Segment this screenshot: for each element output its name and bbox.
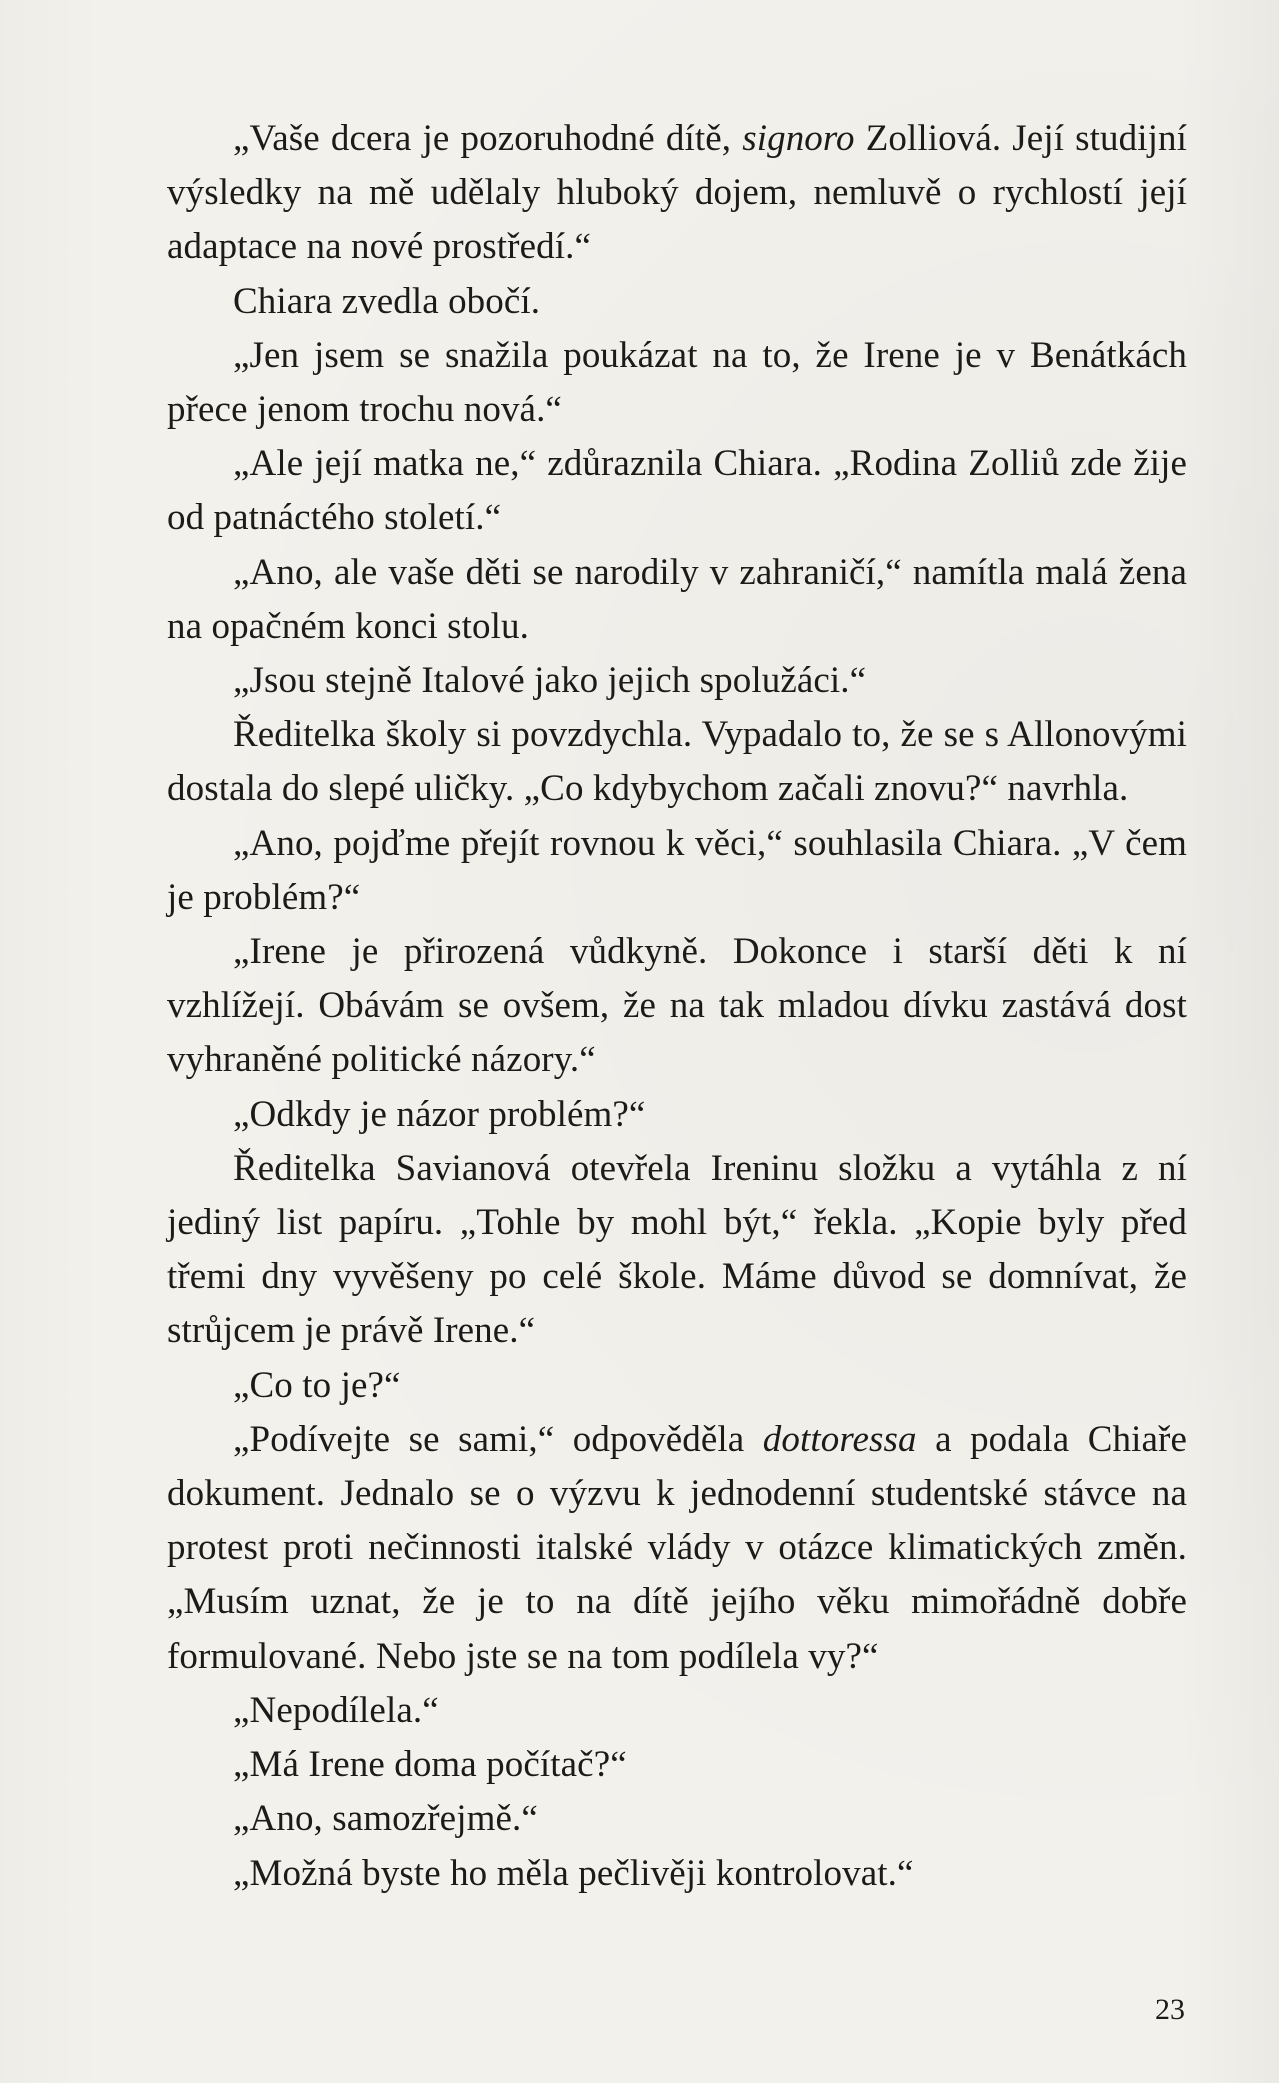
paragraph bbox=[167, 1792, 1187, 1846]
italic-text: signoro bbox=[742, 118, 855, 159]
paragraph bbox=[167, 546, 1187, 654]
text-run: Chiara zvedla obočí. bbox=[233, 280, 541, 322]
paragraph bbox=[167, 437, 1187, 545]
paragraph bbox=[167, 1359, 1187, 1413]
text-run: „Možná byste ho měla pečlivěji kontrolovat.“ bbox=[233, 1852, 914, 1894]
text-run: „Jsou stejně Italové jako jejich spolužáci.“ bbox=[233, 660, 867, 702]
text-run: „Jen jsem se snažila poukázat na to, že Irene je v Benátkách přece jenom trochu nová.“ bbox=[167, 334, 1187, 431]
paragraph bbox=[167, 1413, 1187, 1684]
paragraph bbox=[167, 112, 1187, 275]
paragraph bbox=[167, 708, 1187, 816]
italic-text: dottoressa bbox=[762, 1418, 917, 1460]
paragraph bbox=[167, 817, 1187, 925]
paragraph bbox=[167, 329, 1187, 437]
text-run: „Má Irene doma počítač?“ bbox=[233, 1744, 627, 1786]
page-number: 23 bbox=[1155, 1993, 1185, 2026]
text-run: „Ano, ale vaše děti se narodily v zahraničí,“ namítla malá žena na opačném konci stolu. bbox=[167, 551, 1187, 647]
text-run: „Nepodílela.“ bbox=[233, 1689, 439, 1731]
paragraph bbox=[167, 1684, 1187, 1738]
paragraph bbox=[167, 1142, 1187, 1359]
text-run: „Podívejte se sami,“ odpověděla bbox=[233, 1418, 763, 1460]
text-run: „Irene je přirozená vůdkyně. Dokonce i starší děti k ní vzhlížejí. Obávám se ovšem, že na tak mladou dívku zastává dost vyhraněné politické názory.“ bbox=[167, 931, 1187, 1081]
paragraph bbox=[167, 275, 1187, 329]
text-run: „Ano, samozřejmě.“ bbox=[233, 1798, 538, 1840]
text-run: Ředitelka školy si povzdychla. Vypadalo to, že se s Allonovými dostala do slepé uličky. „Co kdybychom začali znovu?“ navrhla. bbox=[167, 714, 1187, 810]
text-run: „Vaše dcera je pozoruhodné dítě, bbox=[233, 118, 743, 159]
text-run: „Ale její matka ne,“ zdůraznila Chiara. „Rodina Zolliů zde žije od patnáctého století.“ bbox=[167, 443, 1187, 539]
text-run: „Odkdy je názor problém?“ bbox=[233, 1093, 646, 1135]
paragraph bbox=[167, 925, 1187, 1088]
text-run: a podala Chiaře dokument. Jednalo se o výzvu k jednodenní studentské stávce na protest proti nečinnosti italské vlády v otázce klimatických změn. „Musím uznat, že je to na dítě jejího věku mimořádně dobře formulované. Nebo jste se na tom podílela vy?“ bbox=[167, 1418, 1187, 1677]
text-run: Ředitelka Savianová otevřela Ireninu složku a vytáhla z ní jediný list papíru. „Tohle by mohl být,“ řekla. „Kopie byly před třemi dny vyvěšeny po celé škole. Máme důvod se domnívat, že strůjcem je právě Irene.“ bbox=[167, 1147, 1187, 1352]
paragraph bbox=[167, 1738, 1187, 1792]
text-run: „Co to je?“ bbox=[233, 1364, 401, 1406]
body-text bbox=[167, 112, 1187, 1901]
paragraph bbox=[167, 654, 1187, 708]
text-run: „Ano, pojďme přejít rovnou k věci,“ souhlasila Chiara. „V čem je problém?“ bbox=[167, 822, 1187, 918]
paragraph bbox=[167, 1847, 1187, 1901]
text-run: Zolliová. Její studijní výsledky na mě udělaly hluboký dojem, nemluvě o rychlostí její adaptace na nové prostředí.“ bbox=[167, 118, 1187, 268]
paragraph bbox=[167, 1088, 1187, 1142]
